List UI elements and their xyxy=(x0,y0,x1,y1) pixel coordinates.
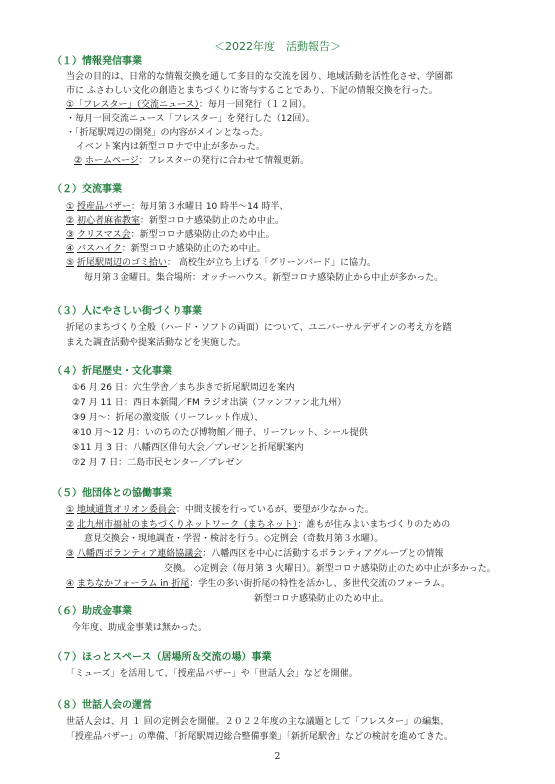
s4-item: ①6 月 26 日：穴生学舎／まち歩きで折尾駅周辺を案内 xyxy=(72,383,295,393)
s2-item xyxy=(66,257,376,269)
section-6-heading: （６）助成金事業 xyxy=(52,606,132,617)
section-2-heading: （２）交流事業 xyxy=(52,184,122,195)
s2-item-rest: ：新型コロナ感染防止のため中止。 xyxy=(139,216,284,226)
s2-item-rest: ：新型コロナ感染防止のため中止。 xyxy=(130,230,275,240)
s2-item-link: バスハイク xyxy=(76,244,122,254)
s1-intro-line-1: 当会の目的は、日常的な情報交換を通して多目的な交流を図り、地域活動を活性化させ、学園都 xyxy=(66,72,453,82)
s5-item-2-num: ② xyxy=(66,520,75,530)
s1-bullet-2: ・「折尾駅周辺の開発」の内容がメインとなった。 xyxy=(66,128,269,138)
s1-item-1-link: 「フレスター」（交流ニュース） xyxy=(74,100,199,110)
s5-item-4-link: まちなかフォーラム in 折尾 xyxy=(76,579,190,589)
s2-item xyxy=(66,215,284,227)
s5-item-3-num: ③ xyxy=(66,549,75,559)
s8-line-1: 世話人会は、月 １ 回の定例会を開催。２０２２年度の主な議題として「フレスター」の編集、 xyxy=(66,717,450,727)
s2-item-rest: ： 高校生が立ち上げる「グリーンバード」に協力。 xyxy=(166,258,377,268)
s5-item-3-rest: ：八幡西区を中心に活動するボランティアグループとの情報 xyxy=(202,549,444,559)
section-7-heading: （７）ほっとスペース（居場所＆交流の場）事業 xyxy=(52,652,272,663)
s4-item: ⑤11 月 3 日：八幡西区俳句大会／プレゼンと折尾駅案内 xyxy=(72,443,304,453)
s5-item-2-rest: ：誰もが住みよいまちづくりのための xyxy=(297,520,451,530)
page-title: ＜2022年度 活動報告＞ xyxy=(214,40,341,53)
s5-item-3-cont: 交換。 ◇定例会（毎月第 3 火曜日）。新型コロナ感染防止のため中止が多かった。 xyxy=(164,564,496,574)
s5-item-2 xyxy=(66,519,450,531)
s4-item: ②7 月 11 日：西日本新聞／FM ラジオ出演（ファンファン北九州） xyxy=(72,398,347,408)
s5-item-1-link: 地域通貨オリオン委員会 xyxy=(76,505,176,515)
s2-note: 毎月第３金曜日。集合場所：オッチーハウス。新型コロナ感染防止から中止が多かった。 xyxy=(84,273,444,283)
s8-line-2: 「授産品バザー」の準備、「折尾駅周辺総合整備事業」「新折尾駅舎」などの検討を進めてきた。 xyxy=(66,732,454,742)
s5-item-4-cont: 新型コロナ感染防止のため中止。 xyxy=(254,594,390,604)
s2-item xyxy=(66,243,266,255)
s1-item-1 xyxy=(66,99,312,111)
s2-item xyxy=(66,201,288,213)
s1-item-1-rest: ：毎月一回発行（１２回）。 xyxy=(199,100,312,110)
section-1-heading: （１）情報発信事業 xyxy=(52,56,142,67)
s3-line-1: 折尾のまちづくり全般（ハード・ソフトの両面）について、ユニバーサルデザインの考え方を踏 xyxy=(66,323,452,333)
s5-item-4-rest: ：学生の多い街折尾の特性を活かし、多世代交流のフォーラム。 xyxy=(189,579,451,589)
s1-item-2-link: ホームページ xyxy=(84,156,139,166)
s5-item-1-rest: ：中間支援を行っているが、要望が少なかった。 xyxy=(175,505,374,515)
s2-item-link: 授産品バザー xyxy=(76,202,131,212)
s1-bullet-1: ・毎月一回交流ニュース「フレスター」を発行した（12回）。 xyxy=(66,114,315,124)
s5-item-3 xyxy=(66,548,444,560)
s4-item: ④10 月～12 月：いのちのたび博物館／冊子、リーフレット、シール提供 xyxy=(72,428,368,438)
s5-item-3-link: 八幡西ボランティア連絡協議会 xyxy=(76,549,203,559)
s5-item-2-cont: 意見交換会・現地調査・学習・検討を行う。◇定例会（奇数月第３水曜）。 xyxy=(84,534,384,544)
s7-line-1: 「ミューズ」を活用して、「授産品バザー」や「世話人会」などを開催。 xyxy=(66,669,358,679)
s1-item-2-rest: ：フレスターの発行に合わせて情報更新。 xyxy=(138,156,310,166)
s4-item: ③9 月～：折尾の激変版（リーフレット作成）、 xyxy=(72,413,264,423)
s4-item: ⑦2 月 7 日：二島市民センター／プレゼン xyxy=(72,458,244,468)
s6-line-1: 今年度、助成金事業は無かった。 xyxy=(72,623,208,633)
s2-item-link: 初心者麻雀教室 xyxy=(76,216,140,226)
s2-item-num: ④ xyxy=(66,244,75,254)
s5-item-1-num: ① xyxy=(66,505,75,515)
s1-item-2 xyxy=(74,155,309,167)
section-3-heading: （３）人にやさしい街づくり事業 xyxy=(52,306,202,317)
section-4-heading: （４）折尾歴史・文化事業 xyxy=(52,366,172,377)
s2-item-num: ③ xyxy=(66,230,75,240)
s5-item-1 xyxy=(66,504,374,516)
s2-item-num: ⑤ xyxy=(66,258,75,268)
section-5-heading: （５）他団体との協働事業 xyxy=(52,488,172,499)
s2-item-rest: ：毎月第３水曜日 10 時半～14 時半、 xyxy=(130,202,289,212)
s2-item-num: ① xyxy=(66,202,75,212)
s2-item-num: ② xyxy=(66,216,75,226)
s5-item-2-link: 北九州市福祉のまちづくりネットワーク（まちネット） xyxy=(76,520,298,530)
page-number: 2 xyxy=(274,752,281,762)
s5-item-4 xyxy=(66,578,450,590)
s2-item-link: クリスマス会 xyxy=(76,230,131,240)
section-8-heading: （８）世話人会の運営 xyxy=(52,700,152,711)
s1-intro-line-2: 市に ふさわしい文化の創造とまちづくりに寄与することであり、下記の情報交換を行った。 xyxy=(66,86,438,96)
s1-item-2-num: ② xyxy=(74,156,83,166)
s1-bullet-2-cont: イベント案内は新型コロナで中止が多かった。 xyxy=(76,142,266,152)
s2-item xyxy=(66,229,275,241)
s1-item-1-num: ① xyxy=(66,100,75,110)
s2-item-rest: ：新型コロナ感染防止のため中止。 xyxy=(121,244,266,254)
s2-item-link: 折尾駅周辺のゴミ拾い xyxy=(76,258,167,268)
s5-item-4-num: ④ xyxy=(66,579,75,589)
s3-line-2: まえた調査活動や提案活動などを実施した。 xyxy=(66,338,247,348)
